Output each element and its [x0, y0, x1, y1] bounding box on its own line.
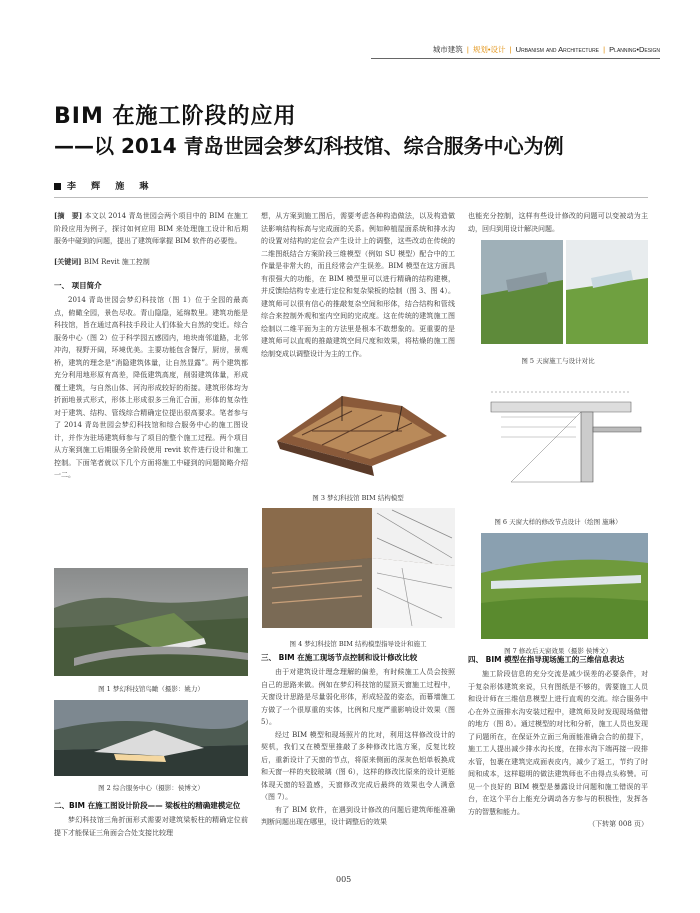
section-2-body: 梦幻科技馆三角折面形式需要对建筑梁板柱的精确定位前提下才能保证三角面会合处支接比较理: [54, 816, 248, 837]
running-header: [378, 44, 660, 55]
column-3-bottom: [468, 654, 648, 831]
header-en1: Urbanism and Architecture: [515, 45, 600, 54]
header-rule: [371, 58, 660, 59]
title-divider: [54, 197, 648, 198]
section-1-body: 2014 青岛世园会梦幻科技馆（图 1）位于全园的最高点，俯瞰全园，景色尽收。青山隐隐，延绵数里。建筑功能是科技馆，旨在通过高科技手段让人们体验大自然的变迁。综合服务中心（图 2）位于科学园五感园内，地块南邻道路，北邻冲沟，视野开阔，环境优美。主要功能包含餐厅，厨房，景观桥，建筑的理念是“消隐建筑体量，让自然显露”。两个建筑都充分利用地形原有高差，降低建筑高度，削弱建筑体量，形成覆土建筑，与自然山体、河沟形成较好的衔接。建筑形体均为折面地景式形式，形体上形成很多三角汇合面，形体的复杂性对于建筑、结构、管线综合精确定位提出很高要求。笔者参与了 2014 青岛世园会梦幻科技馆和综合服务中心的施工图设计，并作为驻场建筑师参与了项目的整个施工过程。两个项目从方案到施工后期服务全阶段使用 revit 软件进行设计和施工控制。下面笔者就以下几个方面将施工中碰到的问题简略介绍一二。: [54, 296, 248, 479]
section-4-heading: 四、 BIM 模型在指导现场施工的三维信息表达: [468, 655, 625, 664]
abstract-label: [摘 要]: [54, 211, 83, 220]
continued-note: （下转第 008 页）: [588, 820, 648, 828]
abstract-text: 本文以 2014 青岛世园会两个项目中的 BIM 在施工阶段应用为例子，探讨如何应用 BIM 来处理施工设计和后期服务中碰到的问题，提出了建筑师掌握 BIM 软件的必要性。: [54, 212, 248, 245]
column-3: [468, 210, 648, 235]
figure-2-caption: 图 2 综合服务中心（摄影：侯博文）: [98, 784, 204, 792]
author-bullet-icon: [54, 183, 61, 190]
section-1-heading: 一、 项目简介: [54, 281, 102, 290]
figure-6-caption: 图 6 天窗大样的修改节点设计（绘图 施琳）: [494, 518, 622, 526]
section-4-body: 施工阶段信息的充分交流是减少误差的必要条件，对于复杂形体建筑来说，只有图纸是不够的，需要施工人员和设计师在三维信息模型上进行直观的交流。综合服务中心在外立面排水沟安装过程中，建筑师及时发现现场做错的地方（图 8）。通过模型的对比和分析，施工人员也发现了问题所在，在保证外立面三角面能准确会合的前提下，施工工人提出减少排水沟长度，在排水沟下端再接一段排水管，包裹在建筑完成面表皮内，减少了返工，节约了时间和成本，这样聪明的做法建筑师也不由得点头称赞。可见一个良好的 BIM 模型是暴露设计问题和施工错误的平台，在这个平台上能充分调动各方参与的积极性，发挥各方的智慧和能力。: [468, 670, 648, 816]
keywords-text: BIM Revit 施工控制: [83, 257, 150, 266]
column-2-bottom: [261, 652, 455, 829]
figure-4-caption: 图 4 梦幻科技馆 BIM 结构模型指导设计和施工: [289, 640, 427, 648]
header-en2: Planning•Design: [609, 45, 660, 54]
column-1-bottom: [54, 796, 248, 839]
figure-6-detail-drawing: [481, 372, 648, 510]
figure-4-construction: [262, 508, 455, 628]
figure-3-caption: 图 3 梦幻科技馆 BIM 结构模型: [312, 494, 404, 502]
figure-1-caption: 图 1 梦幻科技馆鸟瞰（摄影：姚力）: [98, 685, 204, 693]
keywords-label: [关键词]: [54, 256, 82, 266]
figure-7-caption: 图 7 修改后天窗效果（摄影 侯博文）: [504, 647, 612, 655]
column-2-text: 想，从方案到施工图后，需要考虑各种构造做法，以及构造做法影响结构标高与完成面的关系。例如种植屋面系统和排水沟的设置对结构的定位会产生设计上的调整，这些改动在传统的二维图纸结合方案阶段三维模型（例如 SU 模型）配合中的工作量是非常大的，而且经常会产生误差。BIM 模型在这方面具有很强大的功能，在 BIM 模型里可以进行精确的结构建模，并反馈给结构专业进行定位和复杂梁板的绘制（图 3、图 4）。建筑师可以很有信心的推敲复杂空间和形体，结合结构和管线综合来控制外观和室内空间的完成度。这在传统的建筑施工图绘制以二维平面为主的方法里是根本不敢想象的。更重要的是建筑师可以直观的推敲建筑空间尺度和效果，将枯燥的施工图绘制变成以调整设计为主的工作。: [261, 212, 455, 358]
column-1: [54, 210, 248, 482]
keywords: [54, 256, 248, 269]
section-2-heading: 二、BIM 在施工图设计阶段—— 梁板柱的精确建模定位: [54, 801, 241, 810]
author-names: 李 辉 施 琳: [67, 182, 155, 192]
header-sep3: |: [603, 45, 606, 54]
column-3-text: 也能充分控制，这样有些设计修改的问题可以变被动为主动，回归到用设计解决问题。: [468, 212, 648, 233]
figure-5-comparison: [481, 240, 648, 344]
header-cn2: 规划•设计: [472, 45, 506, 54]
article-subtitle: ——以 2014 青岛世园会梦幻科技馆、综合服务中心为例: [54, 134, 564, 158]
figure-3-model: [262, 371, 455, 487]
section-3-body-1: 由于对建筑设计理念理解的偏差，有时候施工人员会按照自己的思路来做。例如在梦幻科技馆的屋顶天窗施工过程中，天窗设计思路是尽量弱化形体，形成轻盈的姿态，而幕墙施工方做了一个很厚重的实体，比例和尺度严重影响设计效果（图 5）。: [261, 668, 455, 726]
header-cn1: 城市建筑: [432, 45, 463, 54]
figure-2-photo: [54, 700, 248, 776]
article-title: BIM 在施工阶段的应用: [54, 104, 297, 129]
page-number: 005: [336, 875, 352, 884]
header-sep: |: [466, 45, 469, 54]
figure-7-photo: [481, 533, 648, 639]
section-3-body-2: 经过 BIM 模型和现场照片的比对，利用这样修改设计的契机，我们又在模型里推敲了多种修改比选方案，反复比较后，重新设计了天窗的节点，将原来侧面的深灰色铝单板换成和天窗一样的夹胶玻璃（图 6），这样的修改比原来的设计更能体现天窗的轻盈感，天窗修改完成后最终的效果也令人满意（图 7）。: [261, 730, 455, 801]
section-3-heading: 三、 BIM 在施工现场节点控制和设计修改比较: [261, 653, 418, 662]
column-2: [261, 210, 455, 360]
section-3-body-3: 有了 BIM 软件，在遇到设计修改的问题后建筑师能准确判断问题出现在哪里，设计调整后的效果: [261, 805, 455, 826]
header-sep2: |: [509, 45, 512, 54]
figure-5-caption: 图 5 天窗施工与设计对比: [521, 357, 595, 365]
figure-1-photo: [54, 568, 248, 676]
authors: [54, 179, 154, 192]
abstract: [54, 210, 248, 248]
